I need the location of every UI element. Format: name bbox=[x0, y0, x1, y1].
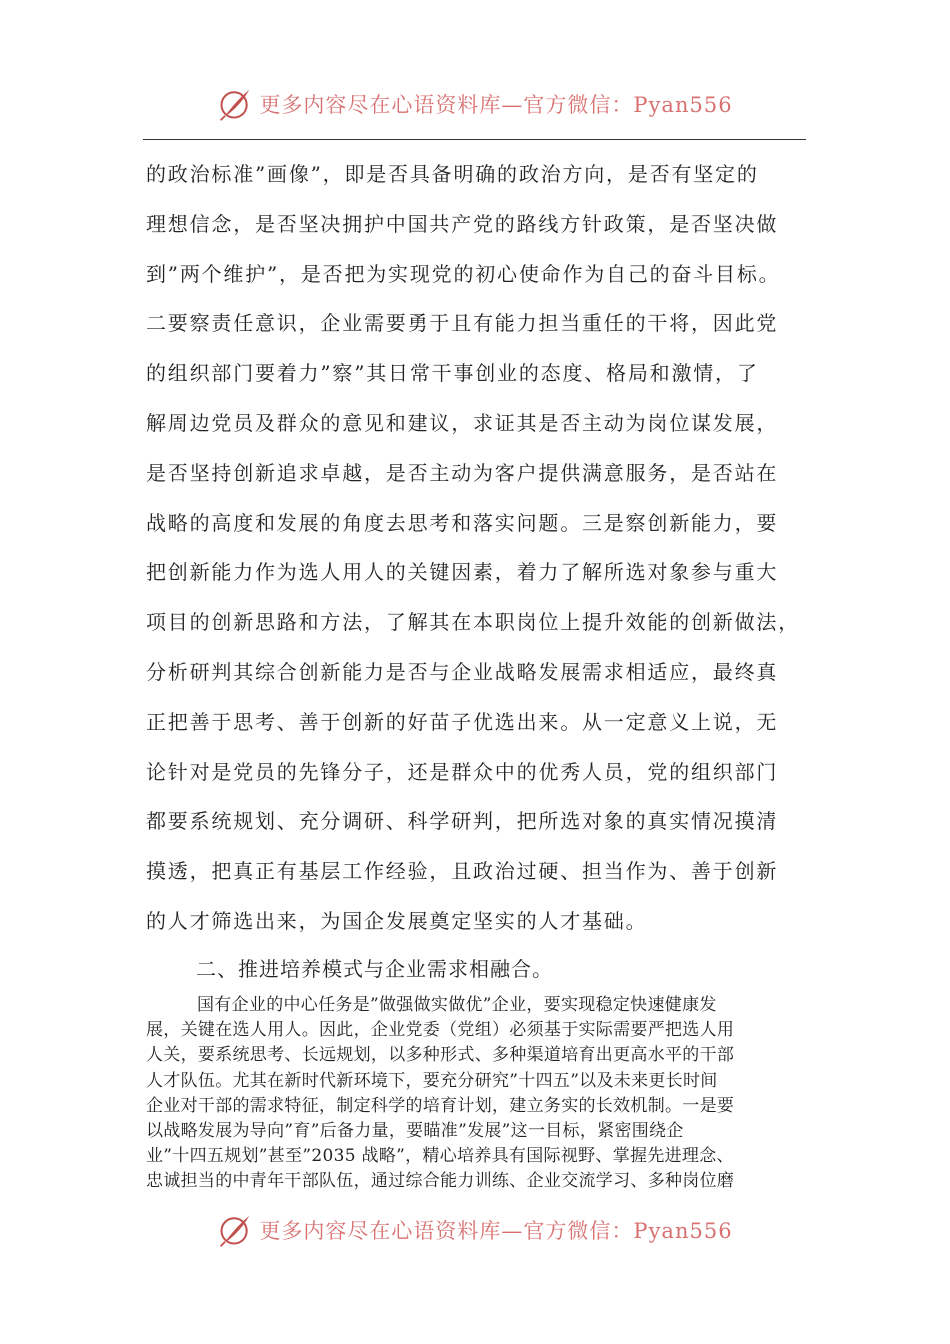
small-line: 以战略发展为导向”育”后备力量，要瞄准”发展”这一目标，紧密围绕企 bbox=[146, 1120, 684, 1141]
small-line: 人关，要系统思考、长远规划，以多种形式、多种渠道培育出更高水平的干部 bbox=[146, 1045, 735, 1066]
body-line: 战略的高度和发展的角度去思考和落实问题。三是察创新能力，要 bbox=[146, 510, 779, 535]
body-paragraph bbox=[146, 150, 826, 947]
body-line: 的政治标准”画像”，即是否具备明确的政治方向，是否有坚定的 bbox=[146, 162, 759, 186]
header-banner bbox=[0, 84, 950, 124]
body-line: 项目的创新思路和方法，了解其在本职岗位上提升效能的创新做法， bbox=[146, 610, 800, 635]
banner-text: 更多内容尽在心语资料库—官方微信：Pyan556 bbox=[259, 93, 733, 117]
body-line: 的组织部门要着力”察”其日常干事创业的态度、格局和激情，了 bbox=[146, 361, 759, 386]
body-line: 分析研判其综合创新能力是否与企业战略发展需求相适应，最终真 bbox=[146, 659, 779, 684]
body-line: 正把善于思考、善于创新的好苗子优选出来。从一定意义上说，无 bbox=[146, 709, 779, 734]
body-line: 都要系统规划、充分调研、科学研判，把所选对象的真实情况摸清 bbox=[146, 809, 779, 834]
body-line: 的人才筛选出来，为国企发展奠定坚实的人才基础。 bbox=[146, 908, 648, 933]
body-line: 解周边党员及群众的意见和建议，求证其是否主动为岗位谋发展， bbox=[146, 410, 779, 435]
body-line: 二要察责任意识，企业需要勇于且有能力担当重任的干将，因此党 bbox=[146, 311, 779, 336]
body-line: 理想信念，是否坚决拥护中国共产党的路线方针政策，是否坚决做 bbox=[146, 211, 779, 236]
small-paragraph bbox=[146, 993, 826, 1195]
small-line: 国有企业的中心任务是”做强做实做优”企业，要实现稳定快速健康发 bbox=[197, 995, 717, 1015]
small-line: 忠诚担当的中青年干部队伍，通过综合能力训练、企业交流学习、多种岗位磨 bbox=[146, 1171, 735, 1192]
footer-banner bbox=[0, 1210, 950, 1250]
banner-text: 更多内容尽在心语资料库—官方微信：Pyan556 bbox=[259, 1219, 733, 1243]
body-line: 到”两个维护”，是否把为实现党的初心使命作为自己的奋斗目标。 bbox=[146, 261, 781, 286]
small-line: 展，关键在选人用人。因此，企业党委（党组）必须基于实际需要严把选人用 bbox=[146, 1020, 735, 1041]
body-line: 论针对是党员的先锋分子，还是群众中的优秀人员，党的组织部门 bbox=[146, 759, 779, 784]
small-line: 业”十四五规划”甚至”2035 战略”，精心培养具有国际视野、掌握先进理念、 bbox=[146, 1146, 734, 1167]
header-divider bbox=[143, 139, 806, 140]
small-line: 人才队伍。尤其在新时代新环境下，要充分研究”十四五”以及未来更长时间 bbox=[146, 1070, 718, 1091]
body-line: 摸透，把真正有基层工作经验，且政治过硬、担当作为、善于创新 bbox=[146, 859, 779, 884]
feather-logo-icon bbox=[217, 86, 253, 122]
feather-logo-icon bbox=[217, 1212, 253, 1248]
body-line: 把创新能力作为选人用人的关键因素，着力了解所选对象参与重大 bbox=[146, 560, 779, 585]
small-line: 企业对干部的需求特征，制定科学的培育计划，建立务实的长效机制。一是要 bbox=[146, 1095, 735, 1116]
section-heading: 二、推进培养模式与企业需求相融合。 bbox=[196, 957, 553, 981]
body-line: 是否坚持创新追求卓越，是否主动为客户提供满意服务，是否站在 bbox=[146, 460, 779, 485]
